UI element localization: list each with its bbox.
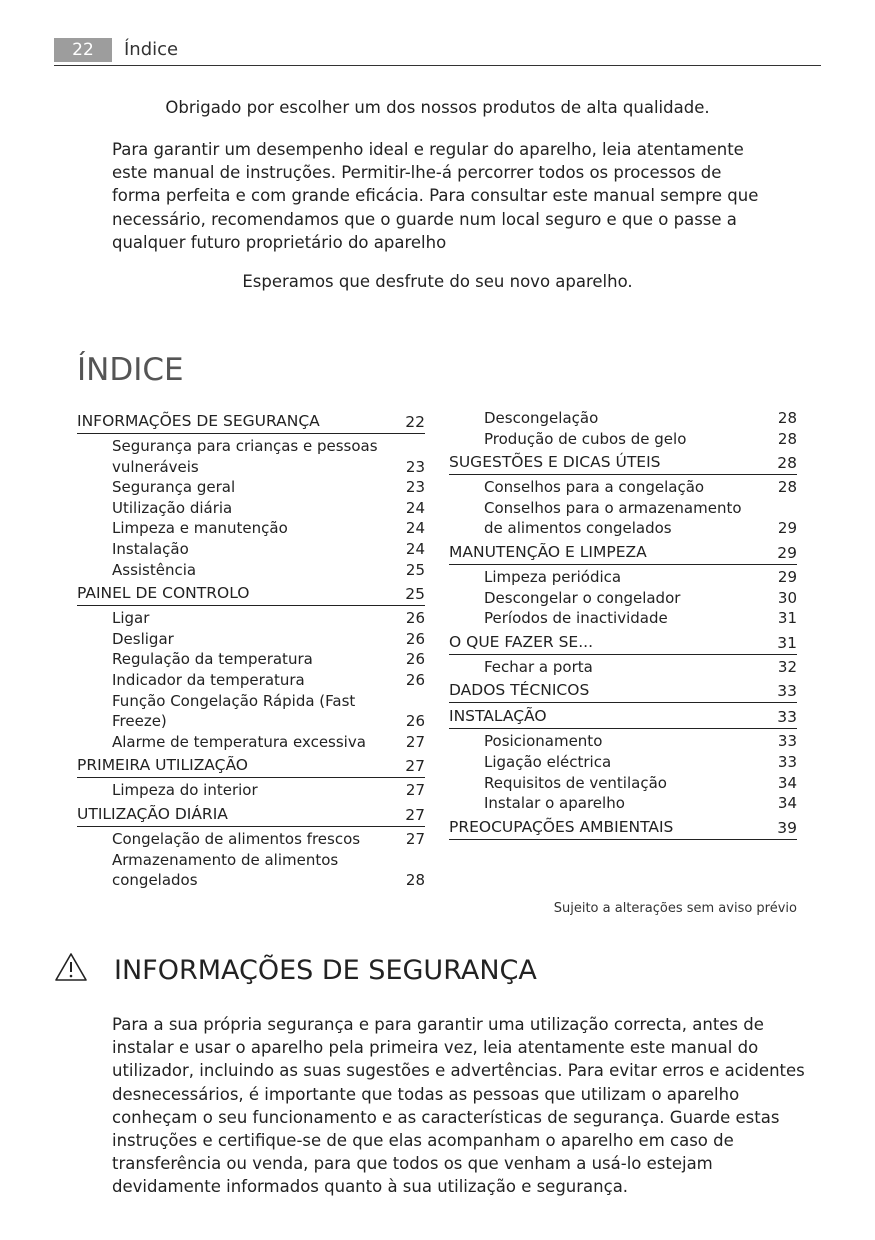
toc-entry-page: 28 — [405, 871, 425, 890]
running-header-title: Índice — [124, 39, 179, 60]
toc-entry-page: 26 — [405, 670, 425, 689]
toc-entry-title: Limpeza e manutenção — [112, 519, 288, 538]
toc-subsection-entry[interactable] — [77, 629, 425, 650]
toc-subsection-entry[interactable] — [77, 850, 425, 891]
toc-entry-page: 28 — [777, 429, 797, 448]
toc-entry-title: SUGESTÕES E DICAS ÚTEIS — [449, 453, 661, 472]
toc-entry-title: PREOCUPAÇÕES AMBIENTAIS — [449, 817, 674, 836]
toc-subsection-entry[interactable] — [77, 670, 425, 691]
toc-entry-page: 33 — [777, 682, 797, 701]
toc-subsection-entry[interactable] — [77, 780, 425, 801]
toc-subsection-entry[interactable] — [77, 498, 425, 519]
toc-subsection-entry[interactable] — [77, 649, 425, 670]
toc-entry-title: Limpeza do interior — [112, 781, 258, 800]
toc-subsection-entry[interactable] — [449, 477, 797, 498]
toc-subsection-entry[interactable] — [449, 588, 797, 609]
toc-section-entry[interactable] — [449, 541, 797, 565]
toc-entry-page: 26 — [405, 609, 425, 628]
toc-entry-title: Assistência — [112, 560, 197, 579]
toc-entry-title: Conselhos para a congelação — [484, 478, 705, 497]
toc-entry-title: DADOS TÉCNICOS — [449, 681, 590, 700]
toc-entry-title: Limpeza periódica — [484, 567, 622, 586]
toc-section-entry[interactable] — [449, 679, 797, 703]
toc-entry-page: 23 — [405, 478, 425, 497]
toc-entry-title: INFORMAÇÕES DE SEGURANÇA — [77, 412, 320, 430]
toc-entry-title: Períodos de inactividade — [484, 609, 668, 628]
toc-entry-title: Conselhos para o armazenamento de alimentos congelados — [484, 498, 742, 538]
toc-entry-title: Função Congelação Rápida (Fast Freeze) — [112, 691, 356, 731]
toc-entry-page: 26 — [405, 650, 425, 669]
toc-entry-title: INSTALAÇÃO — [449, 707, 547, 726]
toc-section-entry[interactable] — [449, 816, 797, 840]
toc-entry-page: 32 — [777, 657, 797, 676]
toc-entry-title: O QUE FAZER SE... — [449, 632, 594, 651]
toc-subsection-entry[interactable] — [77, 518, 425, 539]
toc-entry-title: Instalar o aparelho — [484, 794, 625, 813]
toc-subsection-entry[interactable] — [449, 773, 797, 794]
intro-enjoy: Esperamos que desfrute do seu novo aparelho. — [242, 272, 633, 291]
toc-subsection-entry[interactable] — [449, 657, 797, 678]
toc-entry-title: Ligação eléctrica — [484, 752, 612, 771]
toc-section-entry[interactable] — [77, 410, 425, 434]
toc-entry-page: 33 — [777, 752, 797, 771]
toc-subsection-entry[interactable] — [77, 436, 425, 477]
toc-entry-title: MANUTENÇÃO E LIMPEZA — [449, 542, 647, 561]
toc-entry-page: 26 — [405, 712, 425, 731]
toc-entry-page: 29 — [777, 567, 797, 586]
toc-entry-page: 27 — [405, 805, 425, 824]
toc-entry-title: Instalação — [112, 539, 189, 558]
toc-entry-title: Regulação da temperatura — [112, 650, 313, 669]
toc-entry-title: Descongelar o congelador — [484, 588, 681, 607]
toc-entry-page: 27 — [405, 781, 425, 800]
toc-entry-page: 25 — [405, 560, 425, 579]
toc-entry-page: 31 — [777, 609, 797, 628]
toc-subsection-entry[interactable] — [449, 567, 797, 588]
toc-entry-title: Segurança geral — [112, 478, 236, 497]
toc-entry-page: 27 — [405, 732, 425, 751]
toc-entry-page: 24 — [405, 519, 425, 538]
toc-subsection-entry[interactable] — [77, 732, 425, 753]
header-rule — [54, 65, 821, 66]
toc-entry-page: 29 — [777, 543, 797, 562]
toc-section-entry[interactable] — [449, 631, 797, 655]
toc-entry-title: Desligar — [112, 629, 174, 648]
toc-entry-page: 30 — [777, 588, 797, 607]
toc-entry-page: 22 — [405, 413, 425, 431]
toc-entry-page: 39 — [777, 818, 797, 837]
toc-entry-page: 24 — [405, 498, 425, 517]
toc-entry-page: 23 — [405, 457, 425, 476]
toc-entry-page: 33 — [777, 708, 797, 727]
toc-entry-title: Indicador da temperatura — [112, 670, 305, 689]
toc-subsection-entry[interactable] — [449, 498, 797, 539]
index-heading: ÍNDICE — [77, 352, 184, 388]
toc-entry-title: Requisitos de ventilação — [484, 773, 667, 792]
toc-subsection-entry[interactable] — [449, 408, 797, 429]
toc-entry-title: Descongelação — [484, 409, 599, 427]
toc-entry-title: Segurança para crianças e pessoas vulneráveis — [112, 437, 378, 476]
toc-entry-page: 27 — [405, 829, 425, 848]
safety-paragraph: Para a sua própria segurança e para garantir uma utilização correcta, antes de instalar e usar o aparelho pela primeira vez, leia atentamente este manual do utilizador, incluindo as suas sugestões e advertências. Para evitar erros e acidentes desnecessários, é importante que todas as pessoas que utilizam o aparelho conheçam o seu funcionamento e as características de segurança. Guarde estas instruções e certifique-se de que elas acompanham o aparelho em caso de transferência ou venda, para que todos os que venham a usá-lo estejam devidamente informados quanto à sua utilização e segurança. — [112, 1015, 805, 1197]
safety-heading: INFORMAÇÕES DE SEGURANÇA — [114, 955, 537, 986]
toc-entry-title: Utilização diária — [112, 498, 233, 517]
toc-entry-title: Ligar — [112, 609, 150, 628]
toc-right-column — [449, 408, 797, 842]
toc-subsection-entry[interactable] — [77, 539, 425, 560]
toc-section-entry[interactable] — [449, 451, 797, 475]
toc-entry-page: 26 — [405, 629, 425, 648]
toc-entry-page: 29 — [777, 519, 797, 538]
toc-entry-page: 28 — [777, 478, 797, 497]
toc-left-column — [77, 408, 425, 891]
toc-subsection-entry[interactable] — [449, 731, 797, 752]
toc-subsection-entry[interactable] — [77, 560, 425, 581]
intro-thanks: Obrigado por escolher um dos nossos produtos de alta qualidade. — [165, 98, 710, 117]
toc-entry-page: 28 — [777, 454, 797, 473]
toc-entry-title: Congelação de alimentos frescos — [112, 829, 361, 848]
toc-subsection-entry[interactable] — [77, 608, 425, 629]
toc-section-entry[interactable] — [77, 582, 425, 606]
toc-entry-page: 27 — [405, 757, 425, 776]
toc-subsection-entry[interactable] — [449, 793, 797, 814]
disclaimer: Sujeito a alterações sem aviso prévio — [553, 901, 797, 916]
toc-section-entry[interactable] — [449, 705, 797, 729]
toc-entry-title: PRIMEIRA UTILIZAÇÃO — [77, 756, 248, 775]
toc-entry-title: UTILIZAÇÃO DIÁRIA — [77, 804, 228, 823]
toc-subsection-entry[interactable] — [77, 691, 425, 732]
toc-subsection-entry[interactable] — [77, 829, 425, 850]
toc-entry-title: Fechar a porta — [484, 657, 593, 676]
toc-section-entry[interactable] — [77, 754, 425, 778]
toc-entry-page: 25 — [405, 585, 425, 604]
toc-entry-title: PAINEL DE CONTROLO — [77, 584, 250, 603]
toc-entry-page: 31 — [777, 633, 797, 652]
toc-subsection-entry[interactable] — [449, 608, 797, 629]
toc-entry-page: 34 — [777, 794, 797, 813]
toc-entry-page: 34 — [777, 773, 797, 792]
toc-entry-page: 24 — [405, 539, 425, 558]
toc-entry-title: Armazenamento de alimentos congelados — [112, 850, 339, 890]
toc-entry-title: Alarme de temperatura excessiva — [112, 732, 366, 751]
warning-triangle-icon — [54, 952, 88, 982]
toc-subsection-entry[interactable] — [77, 477, 425, 498]
toc-subsection-entry[interactable] — [449, 752, 797, 773]
toc-subsection-entry[interactable] — [449, 429, 797, 450]
toc-section-entry[interactable] — [77, 803, 425, 827]
toc-entry-page: 33 — [777, 732, 797, 751]
page-number: 22 — [54, 38, 112, 62]
toc-entry-page: 28 — [777, 409, 797, 427]
toc-entry-title: Produção de cubos de gelo — [484, 429, 687, 448]
toc-entry-title: Posicionamento — [484, 732, 603, 751]
intro-paragraph: Para garantir um desempenho ideal e regular do aparelho, leia atentamente este manual de instruções. Permitir-lhe-á percorrer todos os processos de forma perfeita e com grande eficácia. Para consultar este manual sempre que necessário, recomendamos que o guarde num local seguro e que o passe a qualquer futuro proprietário do aparelho — [112, 140, 759, 252]
